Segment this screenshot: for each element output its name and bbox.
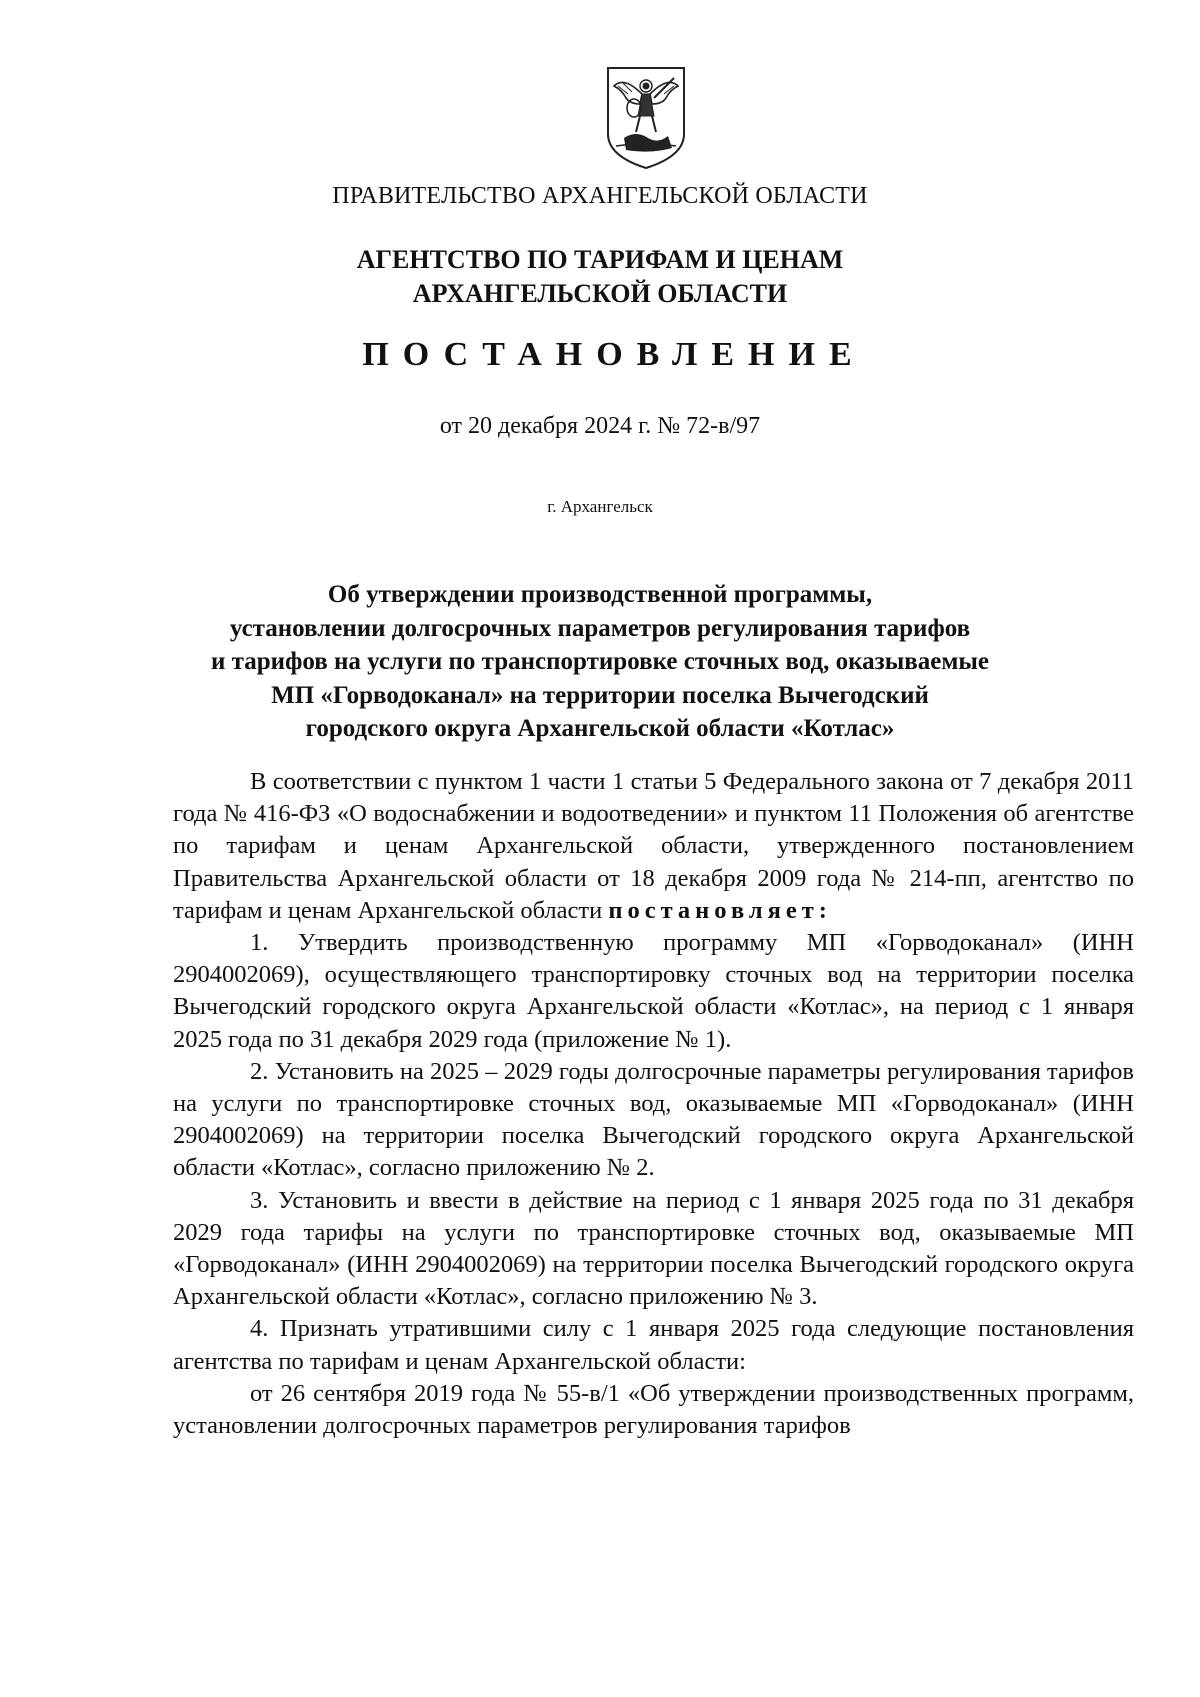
document-city: г. Архангельск bbox=[547, 497, 653, 516]
title-line1: Об утверждении производственной программы, bbox=[327, 581, 873, 608]
item-2-paragraph: 2. Установить на 2025 – 2029 годы долгосрочные параметры регулирования тарифов на услуги по транспортировке сточных вод, оказываемые МП «Горводоканал» (ИНН 2904002069) на территории поселка Вычегодский городского округа Архангельской области «Котлас», согласно приложению № 2. bbox=[173, 1057, 1134, 1182]
title-line4: МП «Горводоканал» на территории поселка Вычегодский bbox=[271, 681, 929, 709]
government-name: ПРАВИТЕЛЬСТВО АРХАНГЕЛЬСКОЙ ОБЛАСТИ bbox=[332, 183, 868, 209]
item-4-sub-paragraph: от 26 сентября 2019 года № 55-в/1 «Об утверждении производственных программ, установлении долгосрочных параметров регулирования тарифов bbox=[173, 1379, 1134, 1440]
item-1-paragraph: 1. Утвердить производственную программу МП «Горводоканал» (ИНН 2904002069), осуществляющего транспортировку сточных вод на территории поселка Вычегодский городского округа Архангельской области «Котлас», на период с 1 января 2025 года по 31 декабря 2029 года (приложение № 1). bbox=[173, 929, 1134, 1053]
document-body bbox=[173, 766, 1134, 1442]
document-type: ПОСТАНОВЛЕНИЕ bbox=[362, 336, 866, 373]
item-3-paragraph: 3. Установить и ввести в действие на период с 1 января 2025 года по 31 декабря 2029 года тарифы на услуги по транспортировке сточных вод, оказываемые МП «Горводоканал» (ИНН 2904002069) на территории поселка Вычегодский городского округа Архангельской области «Котлас», согласно приложению № 3. bbox=[173, 1186, 1134, 1311]
document-date-number: от 20 декабря 2024 г. № 72-в/97 bbox=[439, 413, 761, 439]
agency-name-line1: АГЕНТСТВО ПО ТАРИФАМ И ЦЕНАМ bbox=[356, 245, 844, 274]
preamble-paragraph bbox=[173, 766, 1134, 927]
item-4-paragraph: 4. Признать утратившими силу с 1 января 2025 года следующие постановления агентства по тарифам и ценам Архангельской области: bbox=[173, 1315, 1134, 1375]
document-title bbox=[0, 578, 1200, 746]
title-line2: установлении долгосрочных параметров регулирования тарифов bbox=[229, 614, 971, 642]
agency-name bbox=[0, 243, 1200, 311]
title-line3: и тарифов на услуги по транспортировке сточных вод, оказываемые bbox=[211, 648, 989, 675]
preamble-text: В соответствии с пунктом 1 части 1 статьи 5 Федерального закона от 7 декабря 2011 года № 416-ФЗ «О водоснабжении и водоотведении» и пунктом 11 Положения об агентстве по тарифам и ценам Архангельской области, утвержденного постановлением Правительства Архангельской области от 18 декабря 2009 года № 214-пп, агентство по тарифам и ценам Архангельской области bbox=[173, 768, 1134, 924]
title-line5: городского округа Архангельской области «Котлас» bbox=[305, 715, 895, 742]
archangel-coat-of-arms-icon bbox=[602, 64, 690, 172]
decree-word: постановляет: bbox=[608, 896, 832, 924]
agency-name-line2: АРХАНГЕЛЬСКОЙ ОБЛАСТИ bbox=[412, 279, 788, 308]
